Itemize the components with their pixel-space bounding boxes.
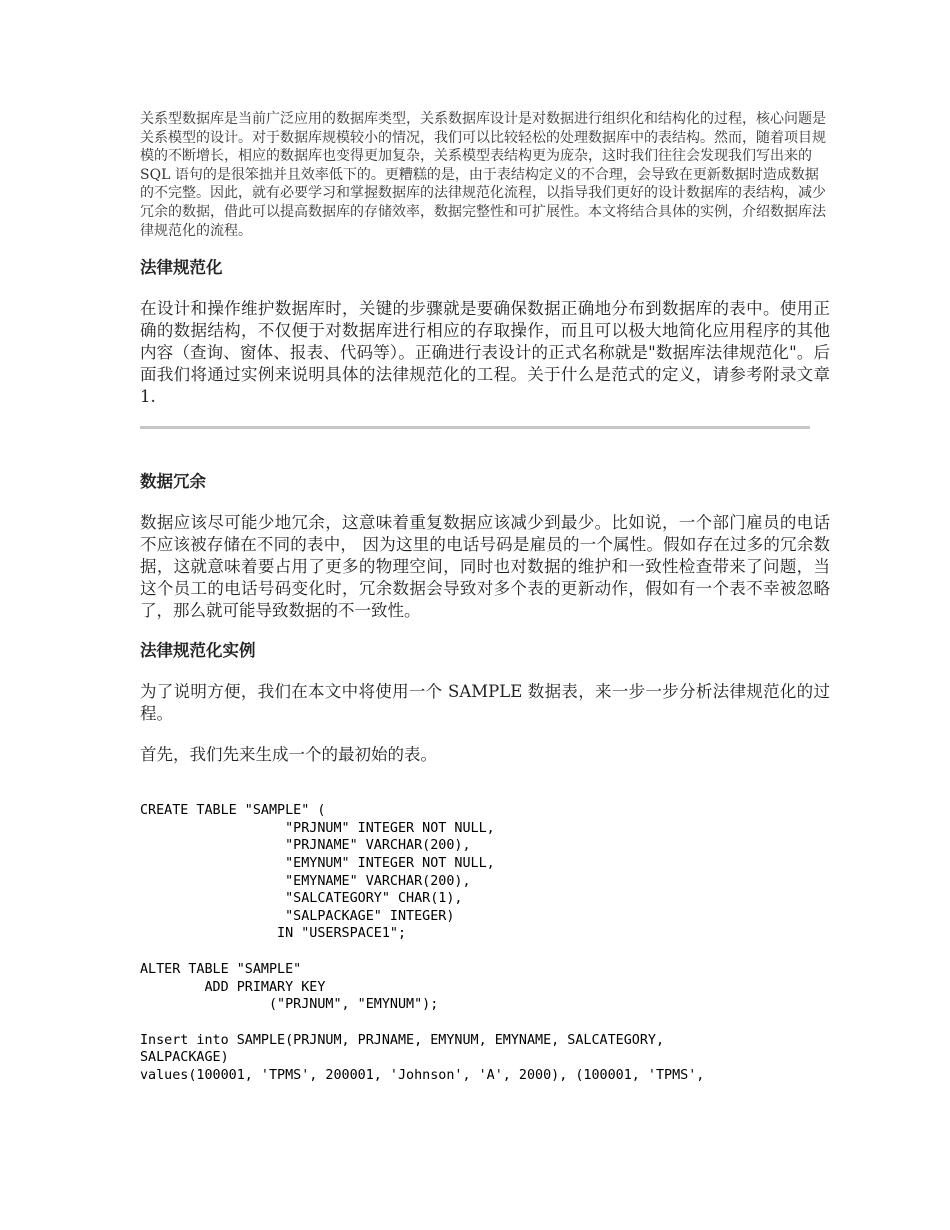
example-first-step-paragraph: 首先，我们先来生成一个的最初始的表。 xyxy=(140,745,437,765)
intro-paragraph: 关系型数据库是当前广泛应用的数据库类型，关系数据库设计是对数据进行组织化和结构化的过程，核心问题是关系模型的设计。对于数据库规模较小的情况，我们可以比较轻松的处理数据库中的表结构。然而，随着项目规模的不断增长，相应的数据库也变得更加复杂，关系模型表结构更为庞杂，这时我们往往会发现我们写出来的 SQL 语句的是很笨拙并且效率低下的。更糟糕的是，由于表结构定义的不合理，会导致在更新数据时造成数据的不完整。因此，就有必要学习和掌握数据库的法律规范化流程，以指导我们更好的设计数据库的表结构，减少冗余的数据，借此可以提高数据库的存储效率，数据完整性和可扩展性。本文将结合具体的实例，介绍数据库法律规范化的流程。 xyxy=(140,111,826,239)
redundancy-paragraph: 数据应该尽可能少地冗余，这意味着重复数据应该减少到最少。比如说，一个部门雇员的电话不应该被存储在不同的表中， 因为这里的电话号码是雇员的一个属性。假如存在过多的冗余数据，这就意味着要占用了更多的物理空间，同时也对数据的维护和一致性检查带来了问题，当这个员工的电话号码变化时，冗余数据会导致对多个表的更新动作，假如有一个表不幸被忽略了，那么就可能导致数据的不一致性。 xyxy=(140,513,830,621)
insert-code: Insert into SAMPLE(PRJNUM, PRJNAME, EMYNUM, EMYNAME, SALCATEGORY, SALPACKAGE) values(100001, 'TPMS', 200001, 'Johnson', 'A', 2000), (100001, 'TPMS', xyxy=(140,1032,705,1083)
document-body xyxy=(140,110,830,1084)
normalization-paragraph: 在设计和操作维护数据库时，关键的步骤就是要确保数据正确地分布到数据库的表中。使用正确的数据结构，不仅便于对数据库进行相应的存取操作，而且可以极大地简化应用程序的其他内容（查询、窗体、报表、代码等）。正确进行表设计的正式名称就是"数据库法律规范化"。后面我们将通过实例来说明具体的法律规范化的工程。关于什么是范式的定义，请参考附录文章 1. xyxy=(140,299,830,407)
example-intro-paragraph: 为了说明方便，我们在本文中将使用一个 SAMPLE 数据表，来一步一步分析法律规范化的过程。 xyxy=(140,682,830,724)
redundancy-heading: 数据冗余 xyxy=(140,472,206,492)
alter-table-code: ALTER TABLE "SAMPLE" ADD PRIMARY KEY ("PRJNUM", "EMYNUM"); xyxy=(140,961,439,1013)
create-table-code: CREATE TABLE "SAMPLE" ( "PRJNUM" INTEGER NOT NULL, "PRJNAME" VARCHAR(200), "EMYNUM" INTEGER NOT NULL, "EMYNAME" VARCHAR(200), "SALCATEGORY" CHAR(1), "SALPACKAGE" INTEGER) IN "USERSPACE1"; xyxy=(140,803,495,942)
example-heading: 法律规范化实例 xyxy=(140,641,256,661)
normalization-heading: 法律规范化 xyxy=(140,258,223,278)
section-divider xyxy=(140,426,810,429)
